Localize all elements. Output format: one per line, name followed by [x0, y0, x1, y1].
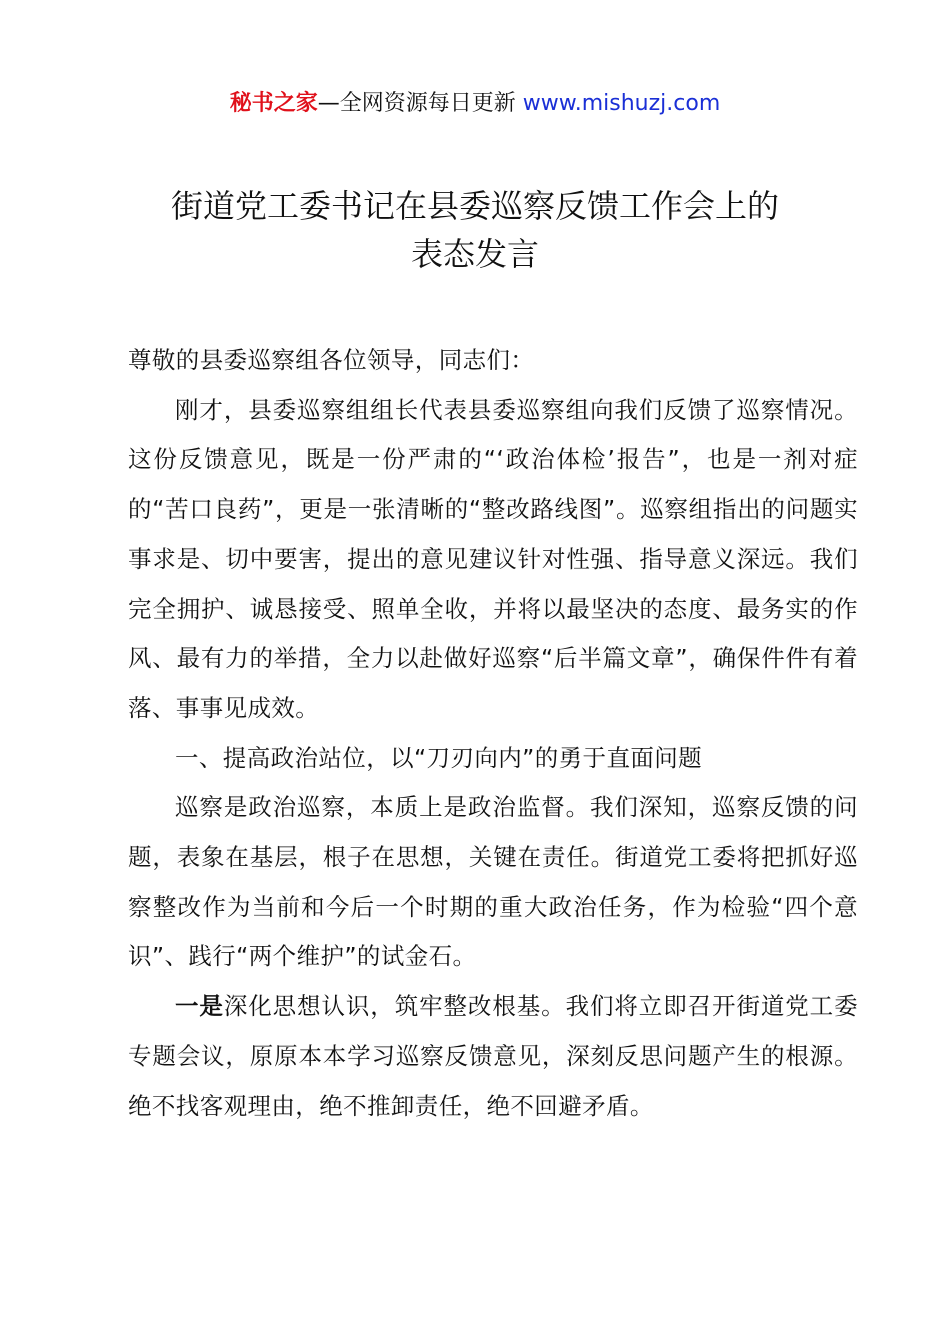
point-1-lead: 一是 [175, 992, 224, 1021]
point-1-text: 深化思想认识，筑牢整改根基。我们将立即召开街道党工委专题会议，原原本本学习巡察反馈意见，深刻反思问题产生的根源。绝不找客观理由，绝不推卸责任，绝不回避矛盾。 [128, 992, 858, 1120]
document-body [128, 336, 858, 1131]
salutation: 尊敬的县委巡察组各位领导，同志们： [128, 346, 535, 374]
document-title-line-1: 街道党工委书记在县委巡察反馈工作会上的 [170, 187, 779, 225]
paragraph-intro: 刚才，县委巡察组组长代表县委巡察组向我们反馈了巡察情况。这份反馈意见，既是一份严肃的“‘政治体检’报告”，也是一剂对症的“苦口良药”，更是一张清晰的“整改路线图”。巡察组指出的问题实事求是、切中要害，提出的意见建议针对性强、指导意义深远。我们完全拥护、诚恳接受、照单全收，并将以最坚决的态度、最务实的作风、最有力的举措，全力以赴做好巡察“后半篇文章”，确保件件有着落、事事见成效。 [128, 395, 858, 722]
site-url-link[interactable]: www.mishuzj.com [522, 91, 721, 116]
site-brand: 秘书之家 [229, 91, 318, 116]
paragraph-point-1 [128, 982, 858, 1131]
section-heading-1: 一、提高政治站位，以“刀刃向内”的勇于直面问题 [175, 743, 703, 772]
document-title [100, 182, 850, 278]
site-header [0, 88, 950, 120]
document-title-line-2: 表态发言 [410, 235, 539, 273]
site-tagline: —全网资源每日更新 [317, 91, 523, 116]
paragraph-section-1: 巡察是政治巡察，本质上是政治监督。我们深知，巡察反馈的问题，表象在基层，根子在思想，关键在责任。街道党工委将把抓好巡察整改作为当前和今后一个时期的重大政治任务，作为检验“四个意识”、践行“两个维护”的试金石。 [128, 793, 858, 971]
